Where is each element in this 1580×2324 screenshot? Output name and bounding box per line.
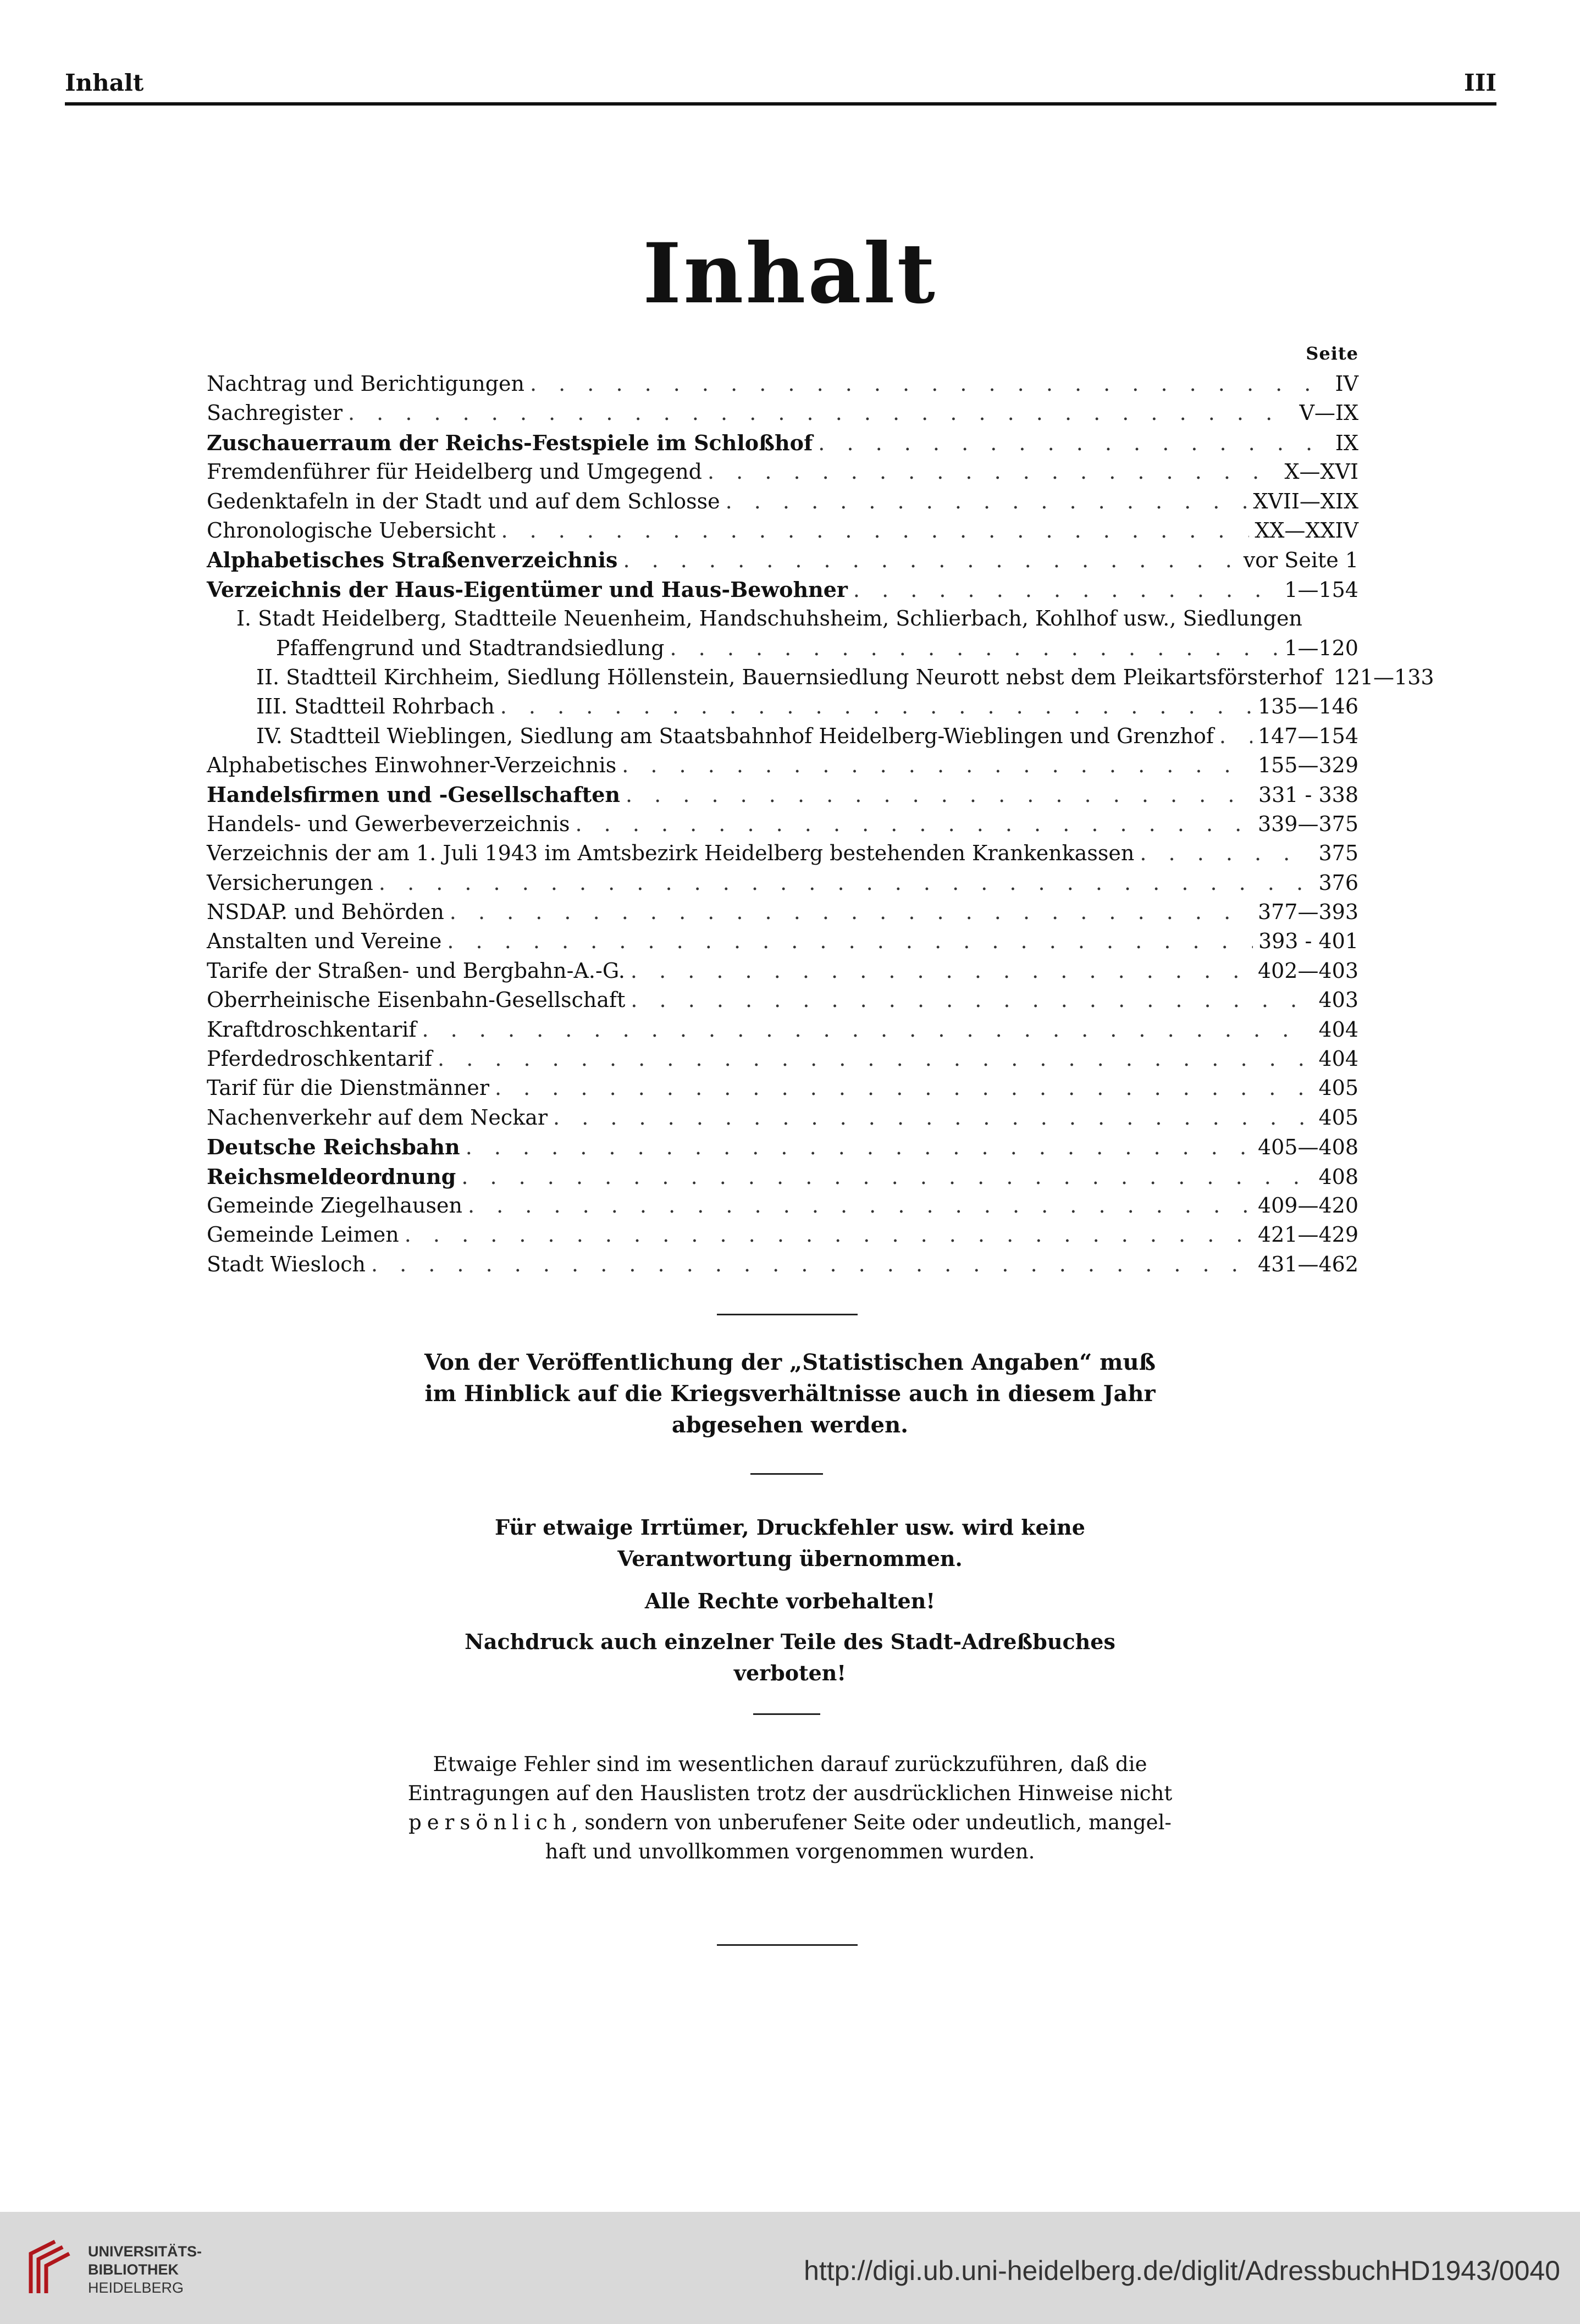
toc-entry-label: Verzeichnis der Haus-Eigentümer und Haus-Bewohner: [207, 577, 848, 602]
toc-entry-leader-dots: [530, 369, 1320, 399]
toc-entry-label: Gedenktafeln in der Stadt und auf dem Schlosse: [207, 489, 720, 513]
toc-entry-leader-dots: [447, 927, 1253, 956]
toc-entry-label: Tarife der Straßen- und Bergbahn-A.-G.: [207, 958, 625, 983]
page-title: Inhalt: [643, 225, 937, 322]
toc-entry-label: Alphabetisches Einwohner-Verzeichnis: [207, 753, 617, 778]
toc-entry-page: 155—329: [1257, 753, 1358, 778]
toc-entry: [207, 1015, 1358, 1044]
toc-entry: [207, 1132, 1358, 1161]
toc-entry-leader-dots: [405, 1220, 1252, 1249]
toc-entry: [207, 545, 1358, 574]
toc-entry-page: 393 - 401: [1258, 929, 1358, 954]
toc-entry-label: I. Stadt Heidelberg, Stadtteile Neuenheim, Handschuhsheim, Schlierbach, Kohlhof usw., Siedlungen: [236, 606, 1302, 631]
toc-entry-page: 1—120: [1284, 635, 1358, 660]
toc-entry-page: 431—462: [1257, 1252, 1358, 1276]
toc-entry-leader-dots: [438, 1044, 1313, 1074]
toc-entry-leader-dots: [818, 429, 1320, 458]
toc-entry-page: 404: [1318, 1046, 1358, 1071]
source-url-link[interactable]: http://digi.ub.uni-heidelberg.de/diglit/AdressbuchHD1943/0040: [804, 2255, 1560, 2286]
toc-entry: [207, 428, 1358, 457]
toc-entry-label: NSDAP. und Behörden: [207, 900, 444, 925]
library-name-line: UNIVERSITÄTS-: [88, 2243, 202, 2260]
toc-entry-page: 331 - 338: [1258, 783, 1358, 807]
rights-notice: [0, 1589, 1580, 1613]
toc-entry: [207, 780, 1358, 809]
toc-entry-leader-dots: [553, 1103, 1313, 1132]
statistics-notice: [0, 1347, 1580, 1441]
toc-entry-label: Alphabetisches Straßenverzeichnis: [207, 547, 618, 573]
toc-entry-page: vor Seite 1: [1243, 548, 1358, 573]
toc-entry-leader-dots: [622, 751, 1252, 780]
toc-entry-page: 1—154: [1284, 577, 1358, 602]
toc-entry-page: 405—408: [1257, 1135, 1358, 1160]
divider: [753, 1713, 820, 1715]
toc-entry-leader-dots: [371, 1250, 1252, 1279]
divider: [717, 1314, 858, 1315]
toc-entry-label: Chronologische Uebersicht: [207, 518, 496, 543]
toc-entry: [207, 839, 1358, 868]
faults-notice-text: , sondern von unberufener Seite oder undeutlich, mangel-: [571, 1811, 1172, 1834]
toc-entry: [207, 604, 1358, 633]
toc-entry-page: 147—154: [1257, 723, 1358, 748]
table-of-contents: [207, 369, 1434, 1279]
toc-entry-label: Kraftdroschkentarif: [207, 1017, 417, 1042]
running-head-page-number: III: [1464, 69, 1496, 96]
toc-entry: [207, 487, 1358, 516]
toc-entry-label: Gemeinde Leimen: [207, 1222, 399, 1247]
toc-entry-label: Sachregister: [207, 401, 342, 425]
toc-entry-page: 408: [1318, 1164, 1358, 1189]
toc-entry-leader-dots: [495, 1074, 1313, 1103]
header-rule: [65, 102, 1496, 106]
emphasized-word: persönlich: [408, 1811, 572, 1834]
toc-entry-page: 404: [1318, 1017, 1358, 1042]
toc-entry: [207, 1220, 1358, 1249]
toc-entry-leader-dots: [853, 576, 1279, 605]
toc-entry: [207, 1103, 1358, 1132]
reprint-notice: [0, 1626, 1580, 1689]
faults-notice-line: [0, 1808, 1580, 1837]
toc-entry-page: 402—403: [1257, 958, 1358, 983]
toc-entry-label: Handels- und Gewerbeverzeichnis: [207, 811, 570, 836]
statistics-notice-line: abgesehen werden.: [671, 1412, 909, 1438]
toc-entry-leader-dots: [501, 516, 1249, 545]
toc-entry-page: V—IX: [1299, 401, 1358, 425]
toc-entry-page: 403: [1318, 988, 1358, 1012]
toc-entry: [207, 516, 1358, 545]
reprint-notice-line: Nachdruck auch einzelner Teile des Stadt-Adreßbuches: [465, 1629, 1115, 1654]
toc-entry-page: XVII—XIX: [1253, 489, 1358, 513]
faults-notice-line: haft und unvollkommen vorgenommen wurden.: [545, 1840, 1035, 1863]
toc-entry: [207, 692, 1358, 721]
toc-entry-leader-dots: [670, 634, 1279, 663]
toc-entry-leader-dots: [379, 868, 1313, 898]
toc-entry-leader-dots: [708, 457, 1279, 486]
toc-entry: [207, 457, 1358, 486]
toc-entry: [207, 810, 1358, 839]
toc-entry-page: 421—429: [1257, 1222, 1358, 1247]
toc-entry-label: Zuschauerraum der Reichs-Festspiele im Schloßhof: [207, 430, 813, 455]
toc-entry-leader-dots: [461, 1163, 1313, 1192]
toc-entry: [207, 634, 1358, 663]
toc-entry: [207, 399, 1358, 428]
toc-entry-label: Reichsmeldeordnung: [207, 1164, 456, 1189]
toc-entry-label: Handelsfirmen und -Gesellschaften: [207, 782, 621, 807]
toc-entry-label: III. Stadtteil Rohrbach: [256, 694, 495, 719]
toc-entry-label: IV. Stadtteil Wieblingen, Siedlung am Staatsbahnhof Heidelberg-Wieblingen und Grenzhof: [256, 723, 1214, 748]
toc-entry-leader-dots: [631, 956, 1252, 986]
toc-entry-label: Stadt Wiesloch: [207, 1252, 366, 1276]
toc-entry: [207, 575, 1358, 604]
toc-entry-label: Verzeichnis der am 1. Juli 1943 im Amtsbezirk Heidelberg bestehenden Krankenkassen: [207, 841, 1135, 866]
toc-entry-label: Deutsche Reichsbahn: [207, 1135, 460, 1160]
toc-entry-label: II. Stadtteil Kirchheim, Siedlung Höllenstein, Bauernsiedlung Neurott nebst dem Pleikartsförsterhof: [256, 665, 1323, 689]
divider: [717, 1944, 858, 1946]
toc-entry-label: Pferdedroschkentarif: [207, 1046, 433, 1071]
toc-entry: [207, 1191, 1358, 1220]
statistics-notice-line: Von der Veröffentlichung der „Statistischen Angaben“ muß: [424, 1349, 1156, 1375]
toc-entry-leader-dots: [626, 781, 1253, 810]
toc-entry: [207, 898, 1358, 927]
toc-entry-leader-dots: [466, 1133, 1252, 1162]
toc-entry: [207, 927, 1358, 956]
running-head-title: Inhalt: [65, 69, 144, 96]
toc-page-heading: Seite: [1306, 343, 1358, 364]
toc-entry: [207, 369, 1358, 399]
toc-entry-page: 121—133: [1333, 665, 1434, 689]
reprint-notice-line: verboten!: [733, 1661, 847, 1685]
toc-entry: [207, 722, 1358, 751]
toc-entry: [207, 751, 1358, 780]
toc-entry-page: 405: [1318, 1076, 1358, 1100]
faults-notice: [0, 1750, 1580, 1866]
toc-entry-label: Anstalten und Vereine: [207, 929, 442, 954]
toc-entry: [207, 1162, 1358, 1191]
toc-entry-leader-dots: [422, 1015, 1313, 1044]
toc-entry-page: 135—146: [1257, 694, 1358, 719]
footer-bar: [0, 2212, 1580, 2324]
toc-entry-page: X—XVI: [1284, 460, 1358, 484]
toc-entry: [207, 986, 1358, 1015]
toc-entry-leader-dots: [468, 1191, 1252, 1220]
errors-notice: [0, 1512, 1580, 1574]
running-head: [65, 65, 1496, 103]
toc-entry-leader-dots: [1140, 839, 1313, 868]
library-logo-icon: [20, 2232, 75, 2303]
errors-notice-line: Verantwortung übernommen.: [617, 1546, 963, 1571]
errors-notice-line: Für etwaige Irrtümer, Druckfehler usw. wird keine: [495, 1515, 1085, 1540]
toc-entry-page: 339—375: [1257, 811, 1358, 836]
toc-entry-page: 405: [1318, 1105, 1358, 1130]
toc-entry-label: Fremdenführer für Heidelberg und Umgegend: [207, 460, 702, 484]
toc-entry-page: 409—420: [1257, 1193, 1358, 1218]
toc-entry-leader-dots: [500, 692, 1252, 721]
toc-entry-page: IV: [1335, 372, 1358, 396]
toc-entry-page: 375: [1318, 841, 1358, 866]
toc-entry-leader-dots: [726, 487, 1248, 516]
toc-entry-leader-dots: [450, 898, 1252, 927]
toc-entry-page: 377—393: [1257, 900, 1358, 925]
toc-entry-leader-dots: [631, 986, 1313, 1015]
rights-notice-line: Alle Rechte vorbehalten!: [644, 1589, 936, 1613]
toc-entry-label: Nachtrag und Berichtigungen: [207, 372, 524, 396]
divider: [750, 1473, 823, 1475]
toc-entry-label: Pfaffengrund und Stadtrandsiedlung: [276, 635, 665, 660]
library-name-line: BIBLIOTHEK: [88, 2261, 179, 2278]
toc-entry-leader-dots: [623, 546, 1238, 575]
toc-entry-label: Versicherungen: [207, 870, 373, 895]
toc-entry-label: Oberrheinische Eisenbahn-Gesellschaft: [207, 988, 626, 1012]
library-name: [88, 2243, 202, 2297]
toc-entry-page: 376: [1318, 870, 1358, 895]
faults-notice-line: Etwaige Fehler sind im wesentlichen darauf zurückzuführen, daß die: [433, 1752, 1147, 1776]
library-name-line: HEIDELBERG: [88, 2279, 184, 2296]
toc-entry-page: XX—XXIV: [1255, 518, 1358, 543]
toc-entry-page: IX: [1335, 430, 1358, 455]
toc-entry-label: Nachenverkehr auf dem Neckar: [207, 1105, 548, 1130]
toc-entry-leader-dots: [1219, 722, 1252, 751]
toc-entry: [207, 956, 1358, 986]
faults-notice-line: Eintragungen auf den Hauslisten trotz der ausdrücklichen Hinweise nicht: [407, 1781, 1173, 1805]
toc-entry: [207, 1044, 1358, 1074]
toc-entry: [207, 1074, 1358, 1103]
toc-entry-label: Gemeinde Ziegelhausen: [207, 1193, 462, 1218]
toc-entry: [207, 663, 1434, 692]
statistics-notice-line: im Hinblick auf die Kriegsverhältnisse auch in diesem Jahr: [424, 1381, 1156, 1407]
toc-entry-leader-dots: [576, 810, 1252, 839]
toc-entry: [207, 868, 1358, 898]
toc-entry-label: Tarif für die Dienstmänner: [207, 1076, 489, 1100]
toc-entry: [207, 1250, 1358, 1279]
toc-entry-leader-dots: [348, 399, 1294, 428]
